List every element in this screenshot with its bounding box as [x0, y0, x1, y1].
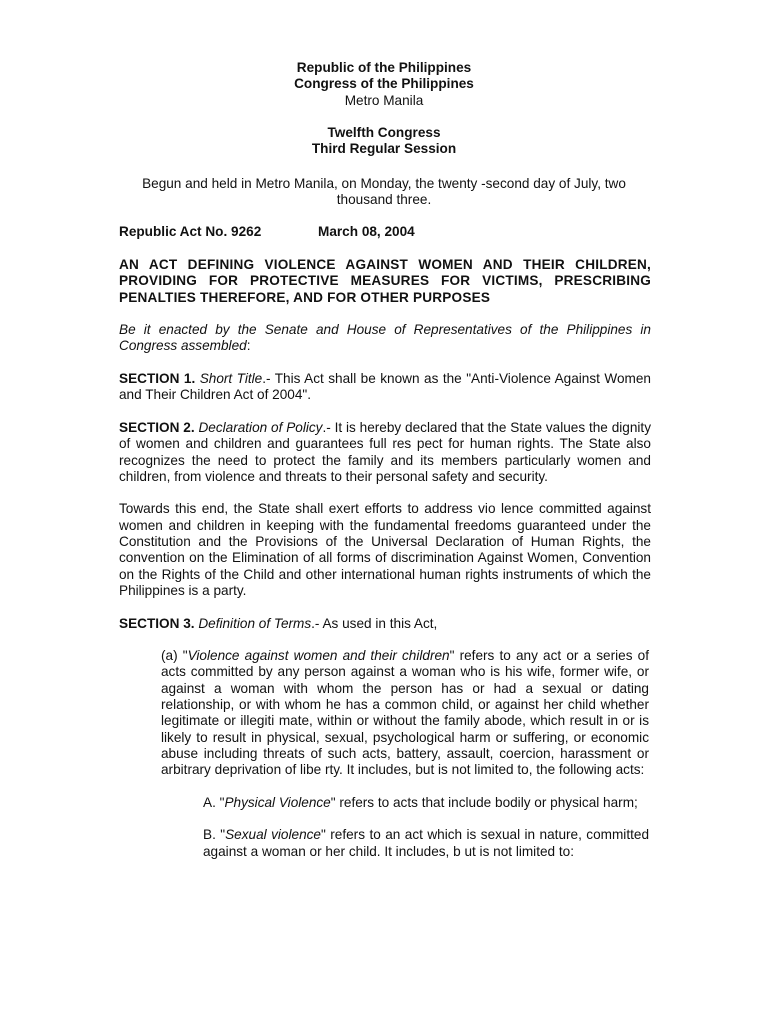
definition-a-prefix: (a) " [161, 648, 188, 664]
begun-statement: Begun and held in Metro Manila, on Monday, the twenty -second day of July, two thousand three. [142, 176, 626, 208]
item-b-text: " refers to an act which is sexual in nature, committed against a woman or her child. It includes, b ut is not limited to: [203, 827, 649, 859]
section-2-text: .- It is hereby declared that the State values the dignity of women and children and guarantees full res pect for human rights. The State also recognizes the need to protect the family and its members particularly women and children, from violence and threats to their personal safety and security. [119, 419, 651, 484]
item-b-term: Sexual violence [225, 827, 321, 843]
definition-a-term: Violence against women and their children [187, 648, 450, 664]
act-title: AN ACT DEFINING VIOLENCE AGAINST WOMEN AND THEIR CHILDREN, PROVIDING FOR PROTECTIVE MEASURES FOR VICTIMS, PRESCRIBING PENALTIES THEREFORE, AND FOR OTHER PURPOSES [119, 257, 651, 305]
enacting-clause [119, 322, 651, 355]
header-location: Metro Manila [344, 92, 424, 108]
item-a-text: " refers to acts that include bodily or physical harm; [330, 794, 638, 810]
section-3 [119, 616, 651, 632]
section-2-label: SECTION 2. [119, 419, 195, 435]
item-a-term: Physical Violence [224, 794, 331, 810]
document-header [0, 60, 768, 157]
document-body [119, 257, 651, 876]
section-3-heading: Definition of Terms [198, 615, 312, 631]
section-3-label: SECTION 3. [119, 615, 195, 631]
act-identifier [119, 224, 415, 240]
section-1-heading: Short Title [199, 371, 263, 387]
act-number: Republic Act No. 9262 [119, 224, 262, 239]
header-republic: Republic of the Philippines [296, 60, 472, 75]
section-3-text: .- As used in this Act, [311, 615, 438, 631]
definition-a [161, 648, 649, 778]
item-a-prefix: A. " [203, 794, 225, 810]
section-2 [119, 420, 651, 485]
definition-a-item-a [203, 795, 649, 811]
definition-a-text: " refers to any act or a series of acts committed by any person against a woman who is his wife, former wife, or against a woman with whom the person has or had a sexual or dating relationship, or with whom he has a common child, or against her child whether legitimate or illegiti mate, within or without the family abode, which result in or is likely to result in physical, sexual, psychological harm or suffering, or economic abuse including threats of such acts, battery, assault, coercion, harassment or arbitrary deprivation of libe rty. It includes, but is not limited to, the following acts: [161, 648, 650, 778]
item-b-prefix: B. " [203, 827, 226, 843]
definition-a-item-b [203, 827, 649, 860]
header-session: Third Regular Session [311, 141, 457, 157]
act-date: March 08, 2004 [318, 224, 415, 239]
enacting-clause-text: Be it enacted by the Senate and House of Representatives of the Philippines in Congress assembled [119, 322, 651, 354]
header-congress: Congress of the Philippines [294, 76, 474, 92]
section-1-label: SECTION 1. [119, 371, 196, 387]
section-2-heading: Declaration of Policy [198, 419, 323, 435]
section-2-paragraph-2: Towards this end, the State shall exert efforts to address vio lence committed against women and children in keeping with the fundamental freedoms guaranteed under the Constitution and the Provisions of the Universal Declaration of Human Rights, the convention on the Elimination of all forms of discrimination Against Women, Convention on the Rights of the Child and other international human rights instruments of which the Philippines is a party. [119, 501, 651, 598]
enacting-colon: : [246, 338, 251, 354]
section-1-text: .- This Act shall be known as the "Anti-Violence Against Women and Their Children Act of 2004". [119, 371, 651, 403]
header-congress-number: Twelfth Congress [327, 124, 441, 140]
section-1 [119, 371, 651, 404]
